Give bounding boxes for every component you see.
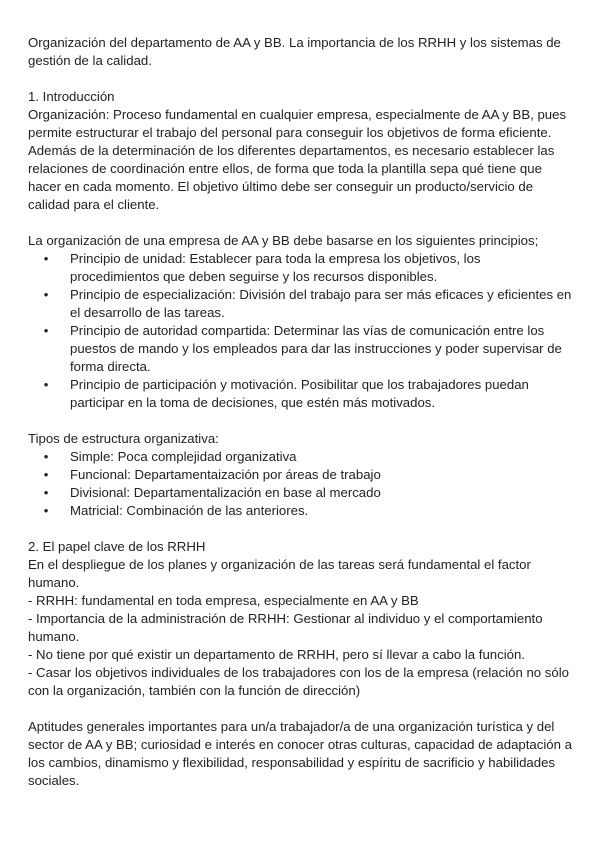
bullet-icon: • (43, 377, 49, 392)
document-title: Organización del departamento de AA y BB. La importancia de los RRHH y los sistemas de gestión de la calidad. (28, 35, 561, 68)
section2-line: - Casar los objetivos individuales de los trabajadores con los de la empresa (relación no sólo con la organización, también con la función de dirección) (28, 665, 569, 698)
list-item (28, 484, 572, 502)
principle-text: Principio de participación y motivación. Posibilitar que los trabajadores puedan participar en la toma de decisiones, que estén más motivados. (70, 377, 529, 410)
structure-text: Divisional: Departamentalización en base al mercado (70, 485, 381, 500)
spacer (28, 70, 572, 88)
document-page (28, 34, 572, 790)
bullet-icon: • (43, 503, 49, 518)
spacer (28, 412, 572, 430)
principle-text: Principio de autoridad compartida: Determinar las vías de comunicación entre los puestos de mando y los empleados para dar las instrucciones y poder supervisar de forma directa. (70, 323, 562, 374)
structure-text: Simple: Poca complejidad organizativa (70, 449, 297, 464)
section2-line: En el despliegue de los planes y organización de las tareas será fundamental el factor humano. (28, 557, 531, 590)
list-item (28, 466, 572, 484)
aptitudes-paragraph: Aptitudes generales importantes para un/a trabajador/a de una organización turística y del sector de AA y BB; curiosidad e interés en conocer otras culturas, capacidad de adaptación a los cambios, dinamismo y flexibilidad, responsabilidad y espíritu de sacrificio y habilidades sociales. (28, 719, 572, 788)
principle-text: Principio de unidad: Establecer para toda la empresa los objetivos, los procedimientos que deben seguirse y los recursos disponibles. (70, 251, 481, 284)
section2-body (28, 556, 572, 700)
structures-list (28, 448, 572, 520)
spacer (28, 214, 572, 232)
bullet-icon: • (43, 449, 49, 464)
principles-lead: La organización de una empresa de AA y BB debe basarse en los siguientes principios; (28, 233, 539, 248)
bullet-icon: • (43, 467, 49, 482)
section1-heading: 1. Introducción (28, 89, 115, 104)
list-item (28, 376, 572, 412)
section2-line: - RRHH: fundamental en toda empresa, especialmente en AA y BB (28, 593, 419, 608)
section2-heading: 2. El papel clave de los RRHH (28, 539, 206, 554)
bullet-icon: • (43, 485, 49, 500)
structure-text: Matricial: Combinación de las anteriores. (70, 503, 309, 518)
principles-list (28, 250, 572, 412)
list-item (28, 322, 572, 376)
list-item (28, 286, 572, 322)
list-item (28, 250, 572, 286)
bullet-icon: • (43, 323, 49, 338)
bullet-icon: • (43, 251, 49, 266)
list-item (28, 502, 572, 520)
principle-text: Principio de especialización: División del trabajo para ser más eficaces y eficientes en el desarrollo de las tareas. (70, 287, 572, 320)
spacer (28, 520, 572, 538)
bullet-icon: • (43, 287, 49, 302)
spacer (28, 700, 572, 718)
section2-line: - Importancia de la administración de RRHH: Gestionar al individuo y el comportamiento humano. (28, 611, 543, 644)
list-item (28, 448, 572, 466)
section1-intro: Organización: Proceso fundamental en cualquier empresa, especialmente de AA y BB, pues permite estructurar el trabajo del personal para conseguir los objetivos de forma eficiente. Además de la determinación de los diferentes departamentos, es necesario establecer las relaciones de coordinación entre ellos, de forma que toda la plantilla sepa qué tiene que hacer en cada momento. El objetivo último debe ser conseguir un producto/servicio de calidad para el cliente. (28, 107, 567, 212)
structure-text: Funcional: Departamentaización por áreas de trabajo (70, 467, 381, 482)
section2-line: - No tiene por qué existir un departamento de RRHH, pero sí llevar a cabo la función. (28, 647, 525, 662)
structures-lead: Tipos de estructura organizativa: (28, 431, 219, 446)
